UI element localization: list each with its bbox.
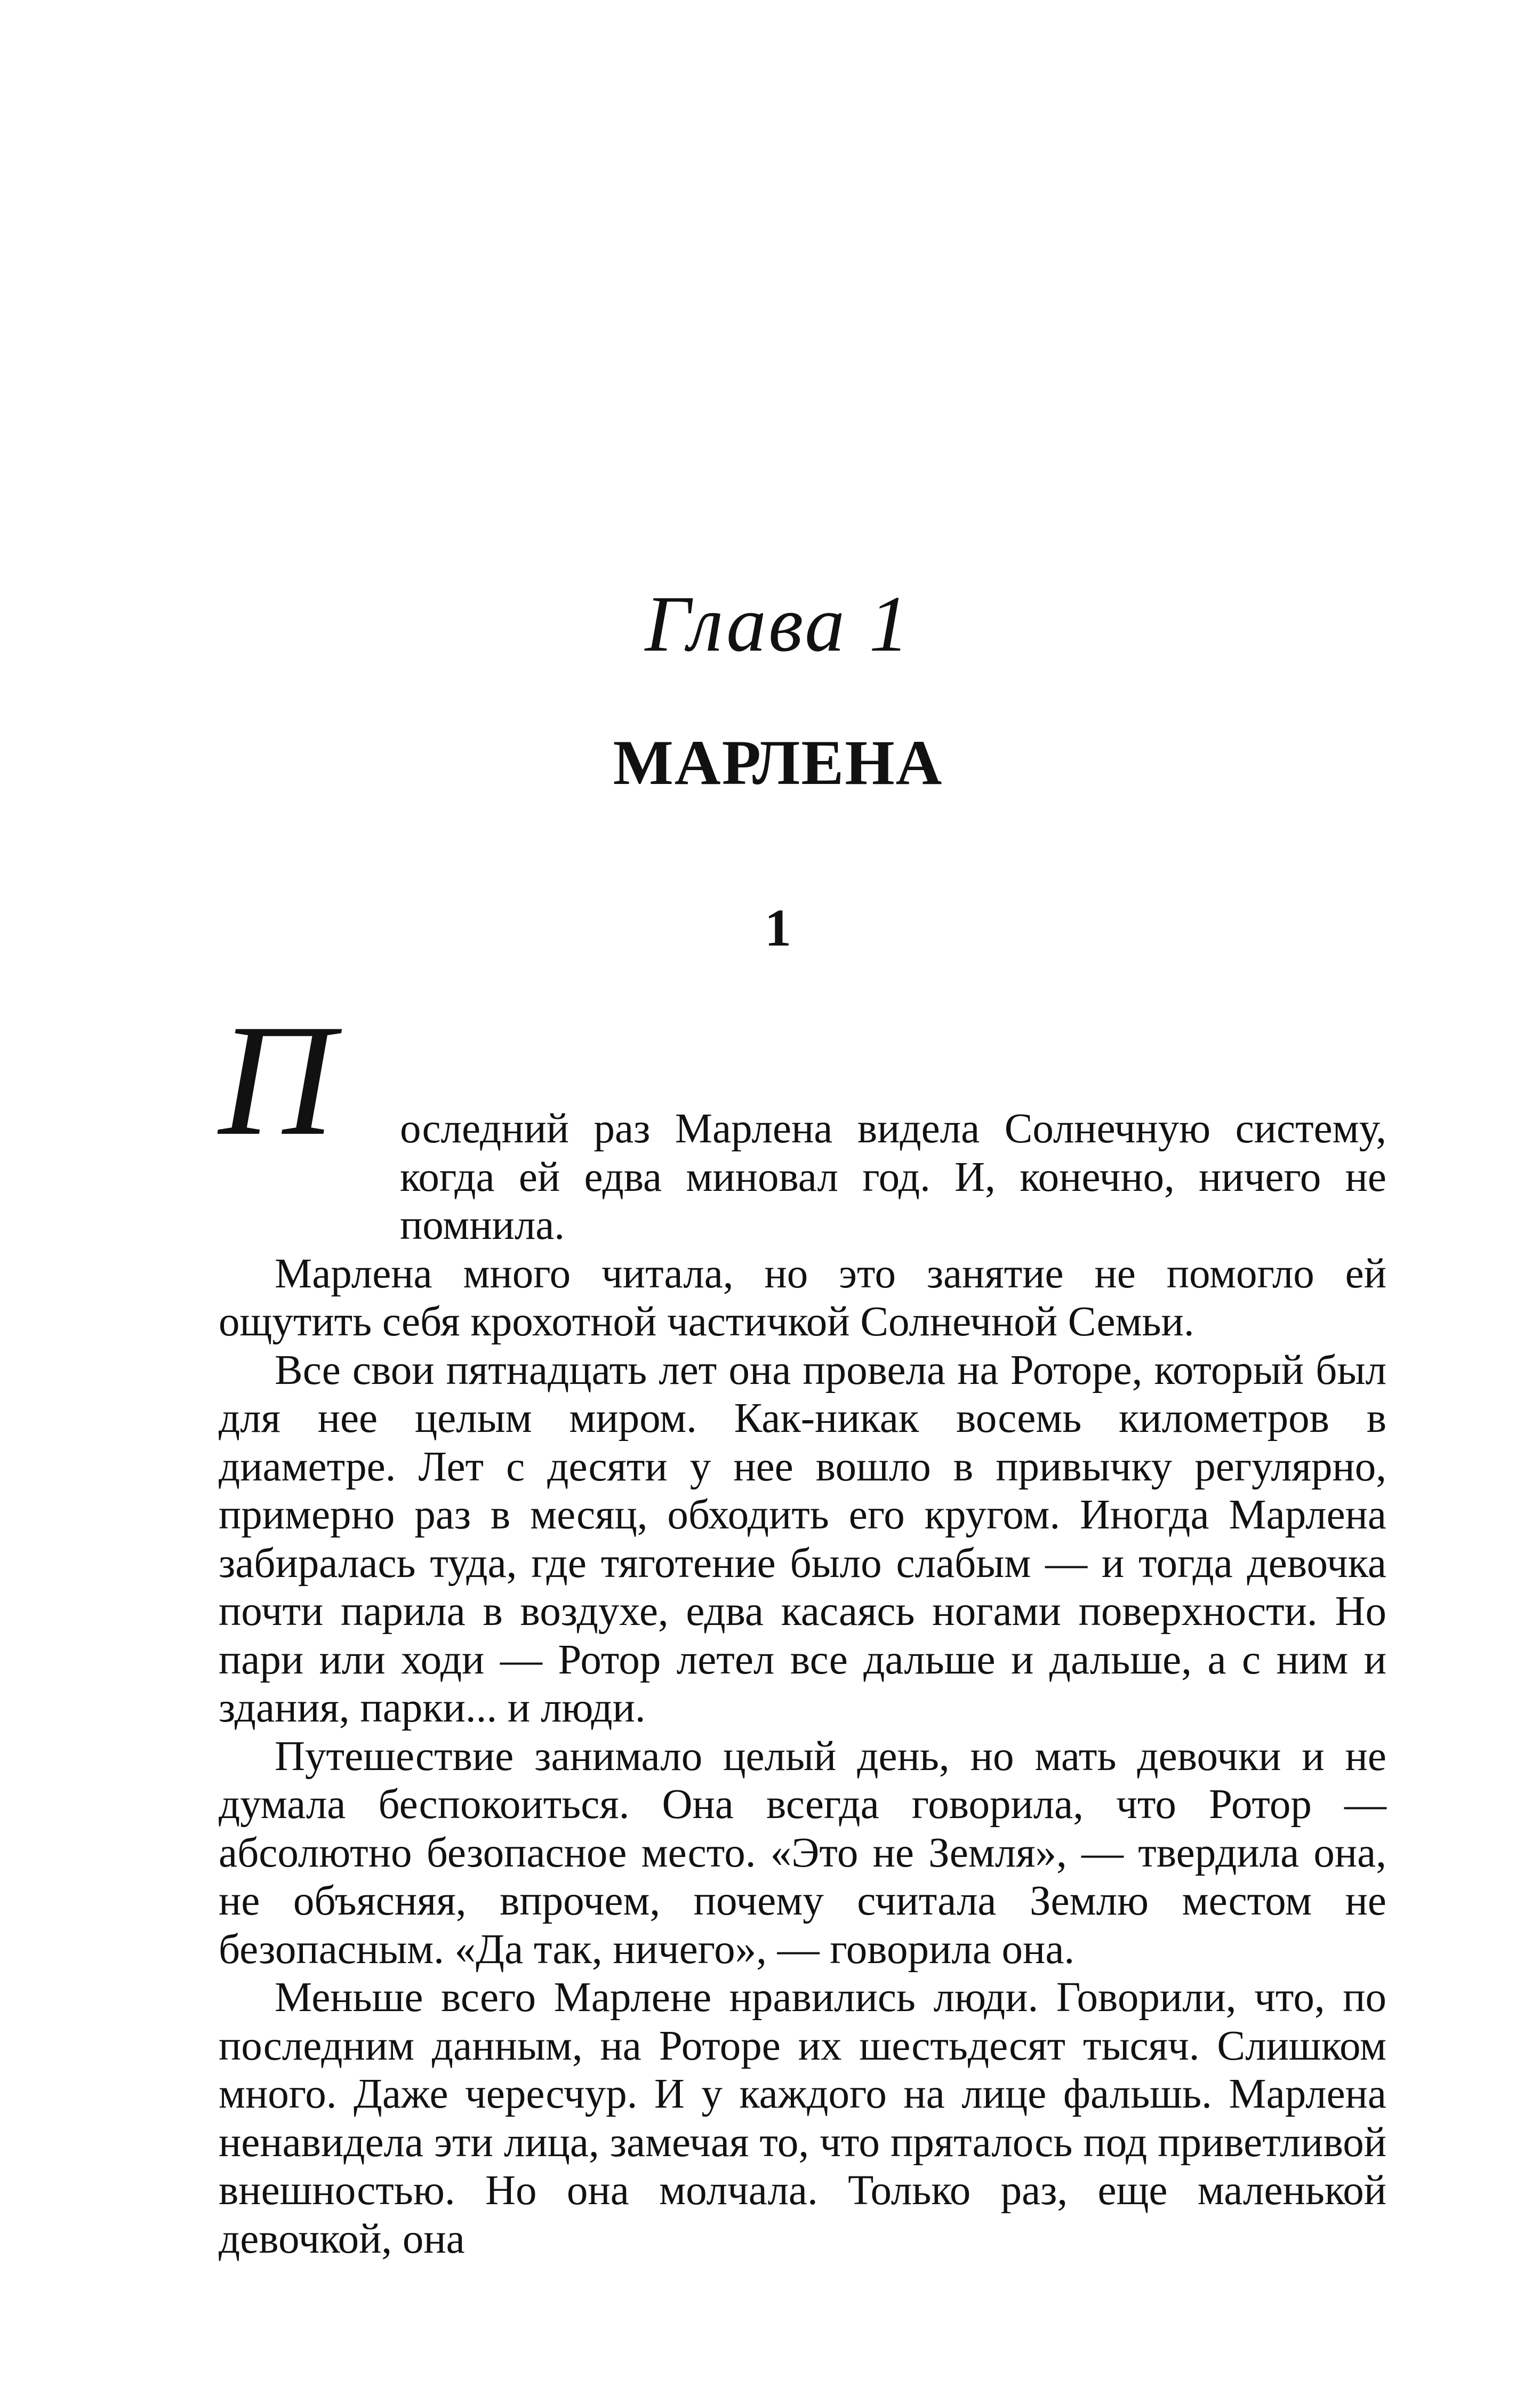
chapter-label: Глава 1 xyxy=(645,580,911,668)
chapter-title: МАРЛЕНА xyxy=(613,727,943,798)
paragraph: Путешествие занимало целый день, но мать девочки и не думала беспокоиться. Она всегда говорила, что Ротор — абсолютно безопасное место. «Это не Земля», — твердила она, не объясняя, впрочем, почему считала Землю местом не безопасным. «Да так, ничего», — говорила она. xyxy=(219,1733,1386,1973)
paragraph-text: оследний раз Марлена видела Солнечную систему, когда ей едва миновал год. И, конечно, ничего не помнила. xyxy=(400,1106,1386,1248)
paragraph xyxy=(219,1105,1386,1250)
paragraph: Все свои пятнадцать лет она провела на Роторе, который был для нее целым миром. Как-никак восемь километров в диаметре. Лет с десяти у нее вошло в привычку регулярно, примерно раз в месяц, обходить его кругом. Иногда Марлена забиралась туда, где тяготение было слабым — и тогда девочка почти парила в воздухе, едва касаясь ногами поверхности. Но пари или ходи — Ротор летел все дальше и дальше, а с ним и здания, парки... и люди. xyxy=(219,1347,1386,1731)
paragraph: Марлена много читала, но это занятие не помогло ей ощутить себя крохотной частичкой Солнечной Семьи. xyxy=(219,1250,1386,1345)
paragraph: Меньше всего Марлене нравились люди. Говорили, что, по последним данным, на Роторе их шестьдесят тысяч. Слишком много. Даже чересчур. И у каждого на лице фальшь. Марлена ненавидела эти лица, замечая то, что пряталось под приветливой внешностью. Но она молчала. Только раз, еще маленькой девочкой, она xyxy=(219,1974,1386,2262)
section-number: 1 xyxy=(765,898,791,957)
drop-cap: П xyxy=(219,991,334,1168)
body-text xyxy=(219,1105,1386,2263)
